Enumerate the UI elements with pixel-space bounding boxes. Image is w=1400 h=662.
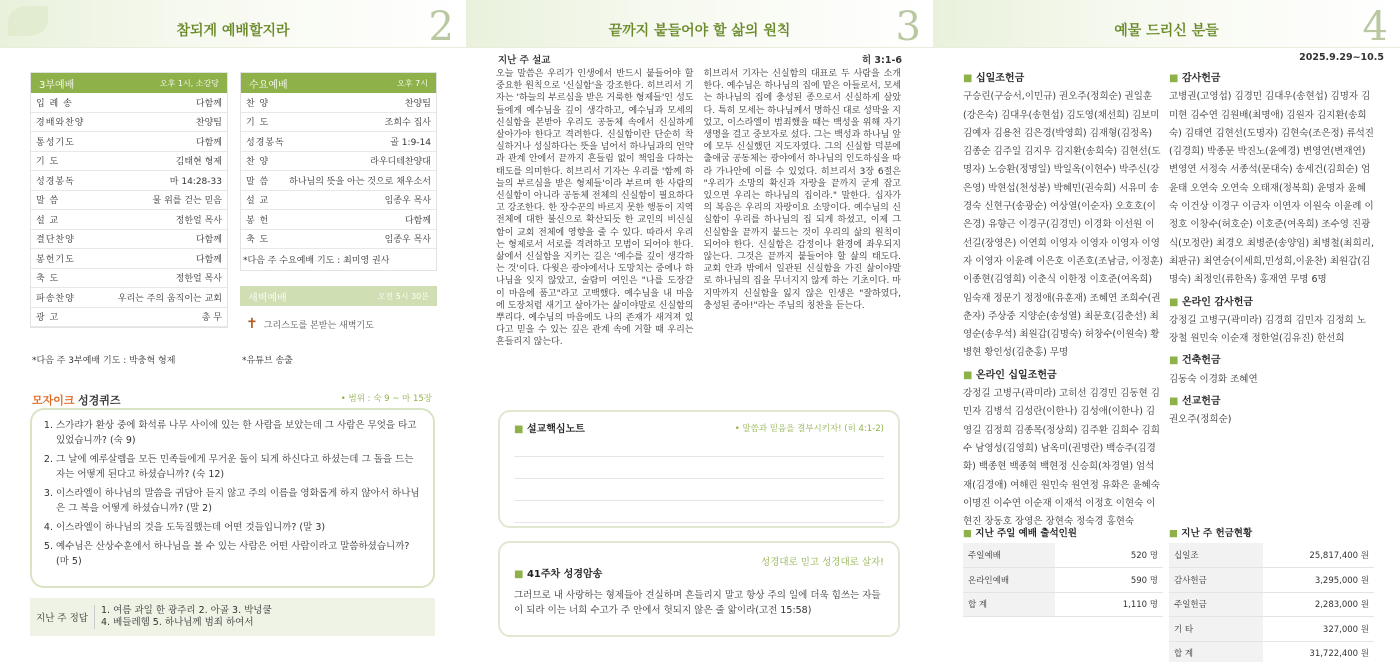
- program-row: [241, 132, 436, 152]
- page-number: 4: [1362, 4, 1388, 50]
- page-title: 끝까지 붙들어야 할 삶의 원칙: [608, 23, 791, 39]
- verse-text: 그러므로 내 사랑하는 형제들아 견실하며 흔들리지 말고 항상 주의 일에 더욱 힘쓰는 자들이 되라 이는 너희 수고가 주 안에서 헛되지 않은 줄 앎이라(고전 15:58): [514, 590, 881, 616]
- quiz-brand: 모자이크: [32, 394, 75, 407]
- program-item: 성경봉독: [246, 137, 285, 148]
- quiz-question: 4. 이스라엘이 하나님의 것을 도둑질했는데 어떤 것들입니까? (말 3): [56, 520, 423, 535]
- program-item: 설 교: [36, 215, 60, 226]
- thanks-names: 고병권(고영섭) 김경민 김대우(송현섭) 김명자 김미현 김수연 김원배(최명애) 김원자 김지환(송희숙) 김태연 김현선(도명자) 김현숙(조은정) 류석진(김경희) 박종문 박진노(윤예경) 변영연(변재연) 변영연 서정숙 서종석(문대숙) 송세건(김희순) 엄윤태 오연숙 오연숙 오태재(정복희) 윤명자 윤혜숙 이건상 이경구 이금자 이연자 이원숙 이윤례 이정호 이창수(허호순) 이호준(여옥희) 조수영 진광식(모정란) 최경오 최병준(송양임) 최병철(최희리,최판규) 최연승(이세희,민성희,이윤찬) 최원갑(김명숙) 최정인(류한옥) 홍재연 무명 6명: [1169, 91, 1374, 286]
- attendance-table: [963, 543, 1163, 617]
- attendance-title: ■ 지난 주일 예배 출석인원: [963, 525, 1163, 539]
- verse-tag: 성경대로 믿고 성경대로 살자!: [761, 557, 884, 568]
- verse-box: [498, 541, 900, 637]
- summary-cell: 327,000 원: [1263, 617, 1374, 642]
- program-item: 설 교: [246, 196, 270, 207]
- worship-3-note: *다음 주 3부예배 기도 : 박충혁 형제: [32, 356, 176, 366]
- program-item: 통성기도: [36, 137, 75, 148]
- tithe-heading: ■ 십일조헌금: [963, 70, 1163, 88]
- answer-text: 1. 여름 과일 한 광주리 2. 아골 3. 박넝쿨 4. 베들레헴 5. 하나님께 범죄 하여서: [94, 605, 272, 629]
- quiz-range: • 범위 : 숙 9 ~ 마 15장: [340, 394, 432, 404]
- answer-label: 지난 주 정답: [36, 613, 88, 624]
- summary-cell: 25,817,400 원: [1263, 543, 1374, 568]
- program-row: [31, 132, 227, 152]
- program-row: [241, 93, 436, 113]
- page-title: 예물 드리신 분들: [1114, 23, 1219, 39]
- program-value: 다함께: [195, 98, 222, 109]
- program-value: 물 위를 걷는 믿음: [152, 196, 222, 207]
- program-value: 정한얼 목사: [175, 215, 222, 226]
- program-item: 말 씀: [246, 176, 270, 187]
- attendance-box: [963, 525, 1163, 617]
- program-row: [31, 171, 227, 191]
- page-header: [0, 0, 466, 48]
- summary-cell: 2,283,000 원: [1263, 592, 1374, 617]
- program-row: [31, 249, 227, 269]
- program-row: [31, 269, 227, 289]
- program-item: 축 도: [36, 274, 60, 285]
- page-header: [466, 0, 933, 48]
- program-item: 결단찬양: [36, 235, 75, 246]
- page-number: 3: [895, 4, 921, 50]
- building-heading: ■ 건축헌금: [1169, 352, 1374, 370]
- summary-cell: 주일헌금: [1169, 592, 1263, 617]
- dawn-note: *유튜브 송출: [242, 356, 293, 366]
- program-item: 찬 양: [246, 157, 270, 168]
- page-4: [933, 0, 1400, 662]
- summary-row: [1169, 543, 1374, 568]
- program-item: 기 도: [36, 157, 60, 168]
- cross-icon: ✝: [246, 316, 258, 332]
- summary-row: [963, 568, 1163, 593]
- summary-row: [1169, 617, 1374, 642]
- building-names: 김동숙 이경화 조혜연: [1169, 373, 1258, 385]
- thanks-heading: ■ 감사헌금: [1169, 70, 1374, 88]
- summary-cell: 십일조: [1169, 543, 1263, 568]
- program-item: 봉 헌: [246, 215, 270, 226]
- note-title: ■ 설교핵심노트: [514, 420, 585, 435]
- summary-cell: 감사헌금: [1169, 568, 1263, 593]
- date-range: 2025.9.29~10.5: [1299, 52, 1384, 63]
- sermon-label: 지난 주 설교: [498, 55, 551, 66]
- program-item: 경배와찬양: [36, 118, 85, 129]
- summary-cell: 1,110 명: [1055, 592, 1163, 617]
- sermon-ref: 히 3:1-6: [861, 55, 902, 66]
- program-row: [31, 113, 227, 133]
- online-thanks-names: 강정길 고병구(곽미라) 김경희 김민자 김정희 노장철 원민숙 이순재 정한얼(김유진) 한선희: [1169, 314, 1366, 345]
- sermon-col-1: 오늘 말씀은 우리가 인생에서 반드시 붙들어야 할 중요한 원칙으로 '신실함'을 강조한다. 히브리서 기자는 '하늘의 부르심을 받은 거룩한 형제들'인 성도들에게 예수님을 깊이 생각하고, 예수님과 모세의 신실함을 본받아 우리도 공동체 속에서 신실하게 살아가야 한다고 격려한다. 신실함이란 단순히 착실하거나 성실하다는 뜻을 넘어서 하나님과의 언약과 관계 안에서 끝까지 흔들림 없이 책임을 다하는 태도를 의미한다. 히브리서 기자는 우리를 '함께 하늘의 부르심을 받은 형제들'이라 부르며 한 사람의 신실함이 아니라 공동체 전체의 신실함이 필요하다고 강조한다. 한 장수꾼의 바르지 못한 행동이 지역 전체에 대한 불신으로 확산되듯 한 교인의 비신실함이 교회 전체에 영향을 줄 수 있다. 따라서 우리는 형제로서 서로를 격려하고 모범이 되어야 한다. 삶에서 신실함을 지키는 길은 '예수를 깊이 생각하는 것'이다. 다윗은 광야에서나 도망치는 중에나 하나님을 잊지 않았고, 술람미 여인은 "나를 도장같이 마음에 품고"라고 고백했다. 예수님을 내 마음에 도장처럼 새기고 살아가는 삶이야말로 신실함의 뿌리다. 예수님의 마음에도 나의 존재가 새겨져 있다고 믿을 수 있는 깊은 관계 속에 거할 때 우리는 흔들리지 않는다.: [496, 69, 694, 348]
- page-2: [0, 0, 466, 662]
- online-tithe-names: 강정길 고병구(곽미라) 고히선 김경민 김동현 김민자 김병석 김성란(이한나) 김성애(이한나) 김영길 김정희 김종목(정상희) 김주환 김희수 김희수 남영성(김영희) 남옥미(권명란) 백승주(김경화) 백종현 백종혁 백현정 신승희(차경열) 엄석재(김경애) 여해린 원민숙 원연정 유화은 윤혜숙 이명진 이수연 이순재 이재석 이정호 이현숙 이현진 장동호 장영은 장현숙 정숙경 홍현숙: [963, 388, 1160, 528]
- page-3: [466, 0, 933, 662]
- summary-row: [1169, 568, 1374, 593]
- sermon-note-box: [498, 410, 900, 528]
- page-title: 참되게 예배할지라: [176, 23, 290, 39]
- wednesday-header: 수요예배 오후 7시: [241, 73, 436, 93]
- program-row: [241, 113, 436, 133]
- offering-summary-title: ■ 지난 주 헌금현황: [1169, 525, 1374, 539]
- program-value: 골 1:9-14: [390, 137, 431, 148]
- program-item: 파송찬양: [36, 293, 75, 304]
- offering-summary-box: [1169, 525, 1374, 662]
- worship-3-box: [30, 72, 228, 328]
- program-row: [31, 93, 227, 113]
- program-row: [241, 191, 436, 211]
- program-item: 말 씀: [36, 196, 60, 207]
- program-value: 조희수 집사: [384, 118, 431, 129]
- program-value: 라우디테찬양대: [370, 157, 431, 168]
- summary-cell: 기 타: [1169, 617, 1263, 642]
- program-row: [31, 152, 227, 172]
- note-ref: • 말씀과 믿음을 결부시키자! (히 4:1-2): [734, 423, 884, 434]
- quiz-question: 1. 스가랴가 환상 중에 화석류 나무 사이에 있는 한 사람을 보았는데 그 사람은 무엇을 타고 있었습니까? (숙 9): [56, 418, 423, 448]
- quiz-heading: [32, 392, 432, 408]
- program-value: 총 무: [201, 313, 222, 324]
- summary-row: [1169, 641, 1374, 662]
- quiz-title: 성경퀴즈: [78, 394, 121, 407]
- program-row: [31, 210, 227, 230]
- worship-3-rows: [31, 93, 227, 327]
- summary-cell: 590 명: [1055, 568, 1163, 593]
- online-thanks-heading: ■ 온라인 감사헌금: [1169, 294, 1374, 312]
- tithe-names: 구승린(구승서,이민규) 권오주(정희순) 권일훈(강은숙) 김대우(송현섭) 김도영(채선희) 김보미 김예자 김용천 김은경(박영희) 김재형(김정옥) 김종순 김주일 김지우 김지환(송희숙) 김현선(도명자) 노승환(정명일) 박일옥(이현수) 박주신(강은영) 박현섭(천성봉) 박혜민(권숙희) 서유미 송경숙 신현구(송광순) 여상열(이순자) 오호호(이은경) 유향근 이경구(김경민) 이경화 이선원 이선길(장영은) 이연희 이영자 이영자 이영자 이영자 이영자 이윤례 이은호 이존호(조남금, 이정훈) 이종현(김영희) 이춘식 이한정 이호준(여옥희) 임숙재 정문기 정정애(유훈재) 조혜연 조희수(권춘자) 주상중 지양순(송성열) 최문호(김춘선) 최영순(송우석) 최원갑(김명숙) 허창수(이원숙) 황병현 황인성(김춘홍) 무명: [963, 91, 1163, 359]
- dawn-logo-text: 그리스도를 본받는 새벽기도: [263, 320, 374, 331]
- program-item: 광 고: [36, 313, 60, 324]
- offering-col-1: [963, 70, 1163, 531]
- mission-names: 권오주(정희순): [1169, 414, 1232, 426]
- program-row: [241, 210, 436, 230]
- summary-cell: 주일예배: [963, 543, 1055, 568]
- sermon-body: [496, 68, 901, 349]
- online-tithe-heading: ■ 온라인 십일조헌금: [963, 367, 1163, 385]
- worship-3-header: 3부예배 오후 1시, 소강당: [31, 73, 227, 93]
- program-row: [241, 152, 436, 172]
- program-value: 김태현 형제: [175, 157, 222, 168]
- summary-row: [1169, 592, 1374, 617]
- wednesday-box: [240, 72, 437, 271]
- program-row: [31, 230, 227, 250]
- summary-row: [963, 543, 1163, 568]
- program-row: [31, 288, 227, 308]
- program-value: 다함께: [404, 215, 431, 226]
- summary-row: [963, 592, 1163, 617]
- program-row: [241, 230, 436, 250]
- dawn-logo: [240, 306, 437, 342]
- program-value: 우리는 주의 움직이는 교회: [117, 293, 222, 304]
- program-value: 다함께: [195, 235, 222, 246]
- program-item: 봉헌기도: [36, 254, 75, 265]
- quiz-question: 5. 예수님은 산상수훈에서 하나님을 볼 수 있는 사람은 어떤 사람이라고 말씀하셨습니까? (마 5): [56, 539, 423, 569]
- summary-cell: 합 계: [963, 592, 1055, 617]
- wednesday-note: *다음 주 수요예배 기도 : 최미영 권사: [243, 256, 390, 266]
- program-item: 입 례 송: [36, 98, 73, 109]
- program-item: 축 도: [246, 235, 270, 246]
- page-number: 2: [428, 4, 454, 50]
- page-header: [933, 0, 1400, 48]
- program-value: 정한얼 목사: [175, 274, 222, 285]
- program-item: 기 도: [246, 118, 270, 129]
- summary-cell: 3,295,000 원: [1263, 568, 1374, 593]
- program-value: 마 14:28-33: [169, 176, 222, 187]
- program-value: 임종우 목사: [384, 235, 431, 246]
- mission-heading: ■ 선교헌금: [1169, 393, 1374, 411]
- program-row: [241, 171, 436, 191]
- dawn-header: 새벽예배 오전 5시 30분: [240, 286, 437, 306]
- offering-summary-table: [1169, 543, 1374, 662]
- quiz-list: [42, 418, 423, 569]
- program-value: 임종우 목사: [384, 196, 431, 207]
- summary-cell: 520 명: [1055, 543, 1163, 568]
- program-value: 찬양팀: [404, 98, 431, 109]
- wednesday-rows: [241, 93, 436, 249]
- summary-cell: 31,722,400 원: [1263, 641, 1374, 662]
- program-value: 찬양팀: [195, 118, 222, 129]
- quiz-box: [30, 408, 435, 588]
- summary-cell: 온라인예배: [963, 568, 1055, 593]
- program-item: 성경봉독: [36, 176, 75, 187]
- quiz-question: 2. 그 날에 예루살렘을 모든 민족들에게 무거운 돌이 되게 하신다고 하셨는데 그 돌을 드는 자는 어떻게 된다고 하셨습니까? (숙 12): [56, 452, 423, 482]
- quiz-question: 3. 이스라엘이 하나님의 말씀을 귀담아 듣지 않고 주의 이름을 영화롭게 하지 않아서 하나님은 그 복을 어떻게 하셨습니까? (말 2): [56, 486, 423, 516]
- dawn-box: [240, 286, 437, 344]
- program-value: 하나님의 뜻을 아는 것으로 채우소서: [289, 176, 431, 187]
- program-value: 다함께: [195, 254, 222, 265]
- offering-col-2: [1169, 70, 1374, 430]
- answer-box: [30, 598, 435, 636]
- program-row: [31, 308, 227, 328]
- sermon-heading: [498, 52, 902, 66]
- summary-cell: 합 계: [1169, 641, 1263, 662]
- verse-title: ■ 41주차 성경암송: [514, 567, 602, 582]
- sermon-col-2: 히브리서 기자는 신실함의 대표로 두 사람을 소개한다. 예수님은 하나님의 집에 맡은 아들로서, 모세는 하나님의 집에 충성된 종으로서 신실하게 살았다. 특히 모세는 하나님께서 명하신 대로 성막을 지었고, 이스라엘이 범죄했을 때는 백성을 위해 자기 생명을 걸고 중보자로 섰다. 그는 백성과 하나님 앞에 모두 신실했던 지도자였다. 그의 신실함 덕분에 출애굽 공동체는 광야에서 하나님의 인도하심을 따라 가나안에 이를 수 있었다. 히브리서 3장 6절은 "우리가 소망의 확신과 자랑을 끝까지 굳게 잡고 있으면 우리는 하나님의 집이라." 말한다. 십자가의 복음은 우리의 자랑이요 소망이다. 예수님의 신실함이 우리를 하나님의 집 되게 하셨고, 이제 그 신실함을 끝까지 붙드는 것이 우리의 삶의 원칙이 되어야 한다. 신실함은 감정이나 환경에 좌우되지 않는다. 그것은 끝까지 붙들어야 할 삶의 태도다. 교회 안과 밖에서 일관된 신실함을 가진 삶이야말로 하나님의 집을 무너지지 않게 하는 기초이다. 마지막까지 신실함을 잃지 않은 인생은 "잘하였다, 충성된 종아!"라는 주님의 칭찬을 듣는다.: [703, 69, 901, 311]
- program-item: 찬 양: [246, 98, 270, 109]
- program-row: [31, 191, 227, 211]
- program-value: 다함께: [195, 137, 222, 148]
